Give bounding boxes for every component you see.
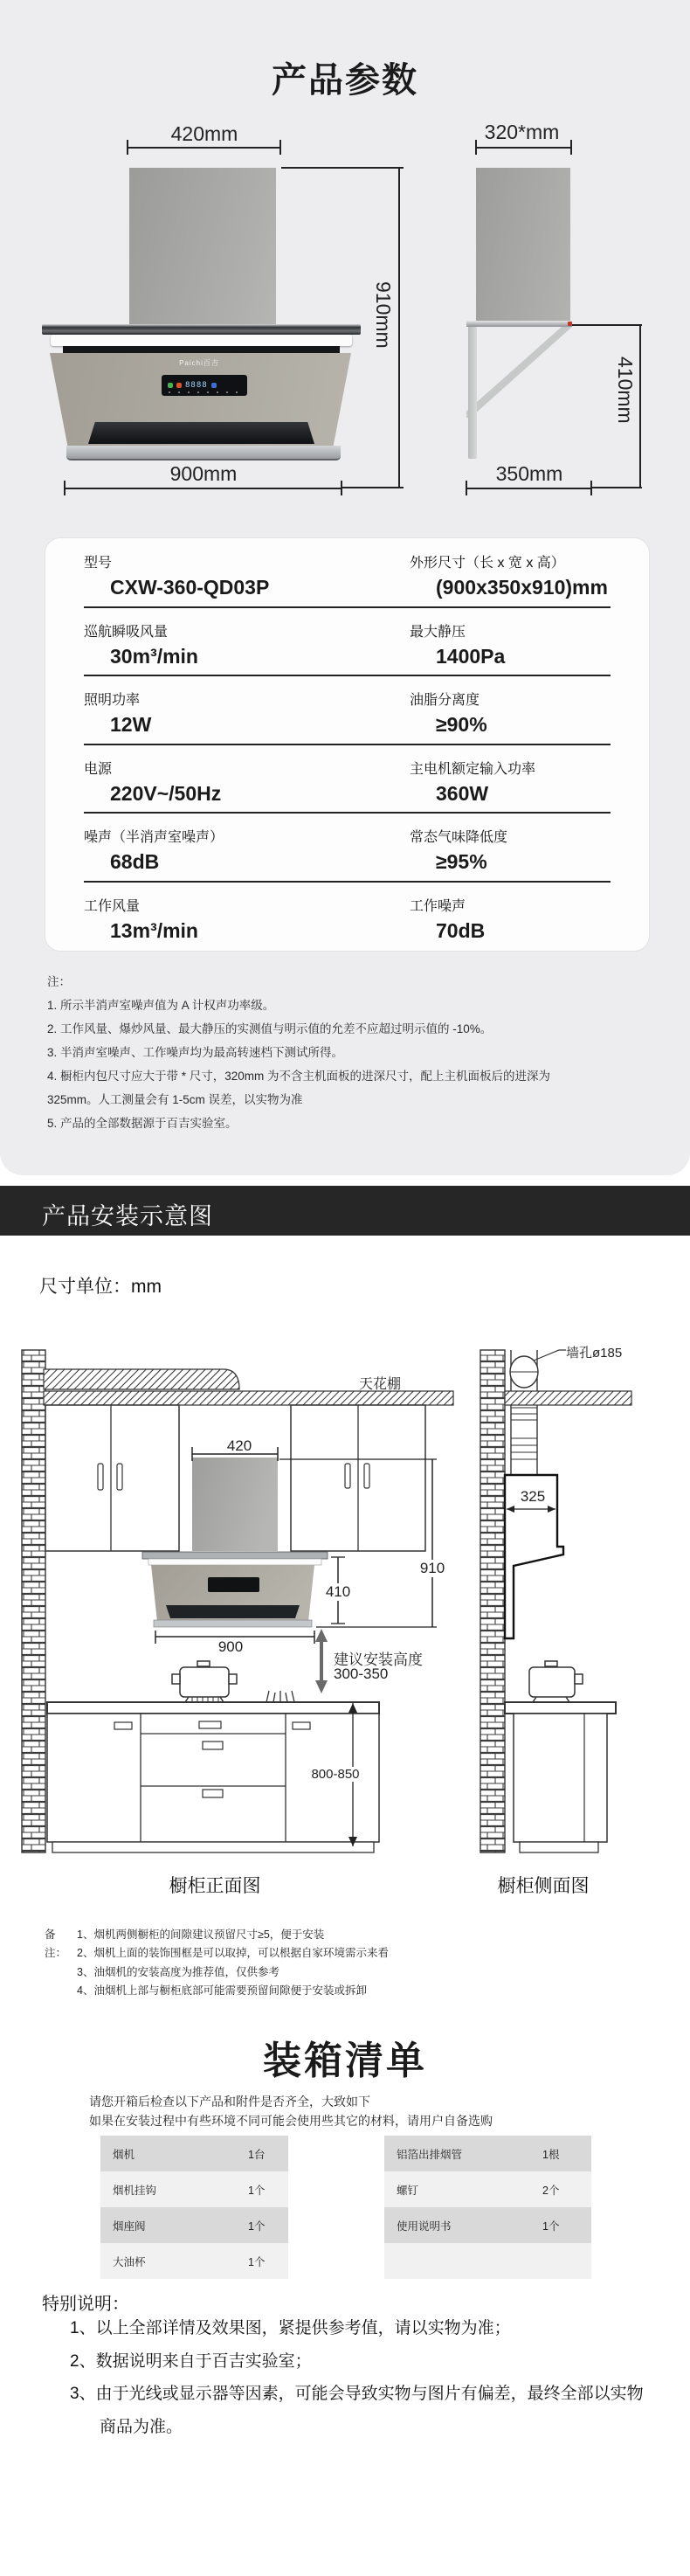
item-name: 烟机挂钩 — [113, 2184, 157, 2197]
front-bottom-dimension-label: 900mm — [169, 462, 238, 485]
spec-row — [84, 883, 611, 952]
item-name: 使用说明书 — [397, 2219, 452, 2233]
side-bottom-dimension-label: 350mm — [495, 462, 563, 485]
cabinet-handle — [293, 1722, 310, 1729]
side-height-dimension-line — [639, 325, 641, 488]
item-qty: 1个 — [248, 2184, 266, 2197]
note-line: 5. 产品的全部数据源于百吉实验室。 — [47, 1117, 238, 1130]
cabinet-handle — [114, 1722, 132, 1729]
packing-table-right — [384, 2136, 591, 2279]
spec-value: 220V~/50Hz — [110, 781, 222, 805]
item-name: 螺钉 — [397, 2184, 419, 2197]
diagram-hood-panel — [208, 1577, 259, 1592]
spec-value: 68dB — [110, 850, 160, 874]
spec-label: 最大静压 — [410, 624, 466, 640]
spec-value: 70dB — [436, 918, 486, 942]
installation-diagram-svg — [0, 1337, 690, 1905]
remarks-items — [77, 1926, 389, 2000]
hood-chimney-image — [129, 168, 276, 325]
side-back-strip — [468, 327, 477, 459]
install-section-title: 产品安装示意图 — [42, 1203, 213, 1229]
note-line: 3. 半消声室噪声、工作噪声均为最高转速档下测试所得。 — [47, 1046, 344, 1059]
spec-value: ≥90% — [436, 713, 487, 737]
flue-rungs — [511, 1408, 537, 1459]
ceiling-hatch-front — [44, 1391, 453, 1405]
drawer-handle — [203, 1742, 223, 1749]
spec-value: 1400Pa — [436, 644, 506, 668]
front-view-caption: 橱柜正面图 — [169, 1876, 261, 1896]
install-height-range: 300-350 — [334, 1665, 389, 1682]
special-notes-title: 特别说明： — [42, 2295, 129, 2314]
spec-label: 主电机额定输入功率 — [410, 761, 536, 777]
packing-row — [100, 2136, 288, 2171]
panel-red-icon — [176, 383, 182, 388]
unit-note: 尺寸单位：mm — [39, 1277, 162, 1297]
diagram-chimney — [192, 1458, 278, 1551]
item-name: 铝箔出排烟管 — [397, 2148, 463, 2161]
note-line: 2. 工作风量、爆炒风量、最大静压的实测值与明示值的允差不应超过明示值的 -10%。 — [47, 1022, 493, 1035]
cabinet-kick-side — [520, 1842, 598, 1852]
brick-wall-front — [22, 1350, 45, 1852]
spec-label: 油脂分离度 — [410, 693, 480, 709]
dim-900-label: 900 — [217, 1638, 244, 1655]
spec-label: 巡航瞬吸风量 — [84, 624, 169, 640]
cabinet-handle — [345, 1464, 350, 1488]
item-qty: 1个 — [542, 2219, 560, 2233]
panel-blue-icon — [211, 383, 217, 388]
spec-row — [84, 608, 611, 677]
spec-notes — [47, 970, 562, 1135]
front-width-dimension-line — [128, 147, 281, 149]
pot-icon — [172, 1661, 237, 1702]
dim-325-label: 325 — [511, 1488, 555, 1506]
remark-line: 1、烟机两侧橱柜的间隙建议预留尺寸≥5，便于安装 — [77, 1929, 325, 1941]
burner-icon — [263, 1691, 299, 1702]
cabinet-handle — [364, 1464, 369, 1488]
spec-table — [45, 537, 650, 952]
diagram-hood-top — [142, 1552, 328, 1559]
special-note-line: 3、由于光线或显示器等因素，可能会导致实物与图片有偏差，最终全部以实物商品为准。 — [70, 2385, 644, 2436]
hood-base-strip — [66, 446, 341, 460]
special-notes — [70, 2312, 657, 2443]
side-view-caption: 橱柜侧面图 — [497, 1876, 590, 1896]
hood-control-panel — [162, 375, 247, 396]
diagram-hood-light — [148, 1559, 321, 1565]
spec-label: 外形尺寸（长 x 宽 x 高） — [410, 556, 565, 571]
remark-line: 2、烟机上面的装饰围框是可以取掉，可以根据自家环境需示来看 — [77, 1947, 389, 1960]
packing-intro-line: 如果在安装过程中有些环境不同可能会使用些其它的材料，请用户自备选购 — [89, 2114, 493, 2128]
cabinet-kick-front — [52, 1842, 374, 1852]
spec-label: 照明功率 — [84, 693, 141, 709]
item-name: 烟座阀 — [113, 2219, 146, 2233]
base-cabinet-side — [514, 1714, 607, 1842]
packing-row — [384, 2207, 591, 2243]
brand-logo: Paichi百吉 — [179, 359, 219, 367]
spec-value: 30m³/min — [110, 644, 198, 668]
dim-420-label: 420 — [226, 1437, 252, 1454]
panel-button-dots — [169, 391, 240, 393]
hood-top-strip — [42, 324, 361, 335]
packing-row — [384, 2243, 591, 2279]
ceiling-duct-bulkhead — [44, 1369, 239, 1389]
install-height-label: 建议安装高度 — [334, 1652, 423, 1668]
item-qty: 1个 — [248, 2219, 266, 2233]
spec-label: 工作风量 — [84, 898, 141, 914]
countertop-front — [47, 1702, 379, 1714]
install-height-arrow — [315, 1629, 328, 1693]
notes-title: 注： — [47, 975, 71, 988]
dim-910-label: 910 — [411, 1560, 454, 1577]
spec-label: 型号 — [84, 556, 113, 571]
ceiling-hatch-side — [505, 1391, 631, 1405]
cabinet-handle — [117, 1464, 122, 1490]
upper-cabinet-left — [45, 1405, 179, 1551]
packing-title: 装箱清单 — [263, 2039, 427, 2082]
remark-line: 3、油烟机的安装高度为推荐值，仅供参考 — [77, 1965, 279, 1978]
cabinet-handle — [98, 1464, 103, 1490]
note-line: 4. 橱柜内包尺寸应大于带 * 尺寸，320mm 为不含主机面板的进深尺寸，配上主机面板后的进深为 325mm。人工测量会有 1-5cm 误差，以实物为准 — [47, 1070, 551, 1106]
panel-green-icon — [168, 383, 173, 388]
packing-row — [384, 2136, 591, 2171]
spec-value: 12W — [110, 713, 152, 737]
remark-line: 4、油烟机上部与橱柜底部可能需要预留间隙便于安装或拆卸 — [77, 1984, 367, 1997]
front-height-dimension-label: 910mm — [372, 281, 395, 349]
side-height-dimension-label: 410mm — [614, 357, 637, 424]
countertop-side — [505, 1702, 616, 1714]
wall-hole-leader — [534, 1350, 566, 1361]
installation-diagram — [0, 1337, 690, 1905]
spec-row — [84, 814, 611, 883]
side-depth-dimension-label: 320*mm — [484, 121, 560, 143]
spec-label: 常态气味降低度 — [410, 830, 508, 846]
front-width-dimension-label: 420mm — [170, 122, 238, 145]
drawer-handle — [199, 1721, 221, 1728]
item-qty: 1台 — [248, 2148, 266, 2161]
packing-intro-line: 请您开箱后检查以下产品和附件是否齐全，大致如下 — [89, 2095, 370, 2109]
packing-row — [384, 2171, 591, 2207]
ceiling-label: 天花棚 — [358, 1377, 401, 1392]
item-qty: 1个 — [248, 2255, 266, 2268]
page-title: 产品参数 — [272, 61, 418, 100]
spec-label: 电源 — [84, 761, 113, 777]
install-remarks — [45, 1926, 389, 2000]
spec-value: (900x350x910)mm — [436, 576, 608, 599]
remarks-label: 备注： — [45, 1929, 67, 1960]
spec-row — [84, 539, 611, 608]
special-note-line: 2、数据说明来自于百吉实验室； — [70, 2351, 312, 2371]
front-bottom-dimension-line — [65, 488, 342, 489]
packing-row — [100, 2207, 288, 2243]
packing-row — [100, 2243, 288, 2279]
diagram-hood-vent — [166, 1605, 300, 1618]
spec-row — [84, 745, 611, 814]
pot-icon-side — [529, 1661, 583, 1702]
item-qty: 2个 — [542, 2184, 560, 2197]
packing-table-left — [100, 2136, 288, 2279]
side-canopy-rim — [466, 321, 572, 327]
item-name: 大油杯 — [113, 2255, 146, 2268]
spec-label: 工作噪声 — [410, 898, 466, 914]
front-height-dimension-line — [398, 168, 400, 488]
hood-vent-slot — [88, 422, 314, 444]
special-note-line: 1、以上全部详情及效果图，紧提供参考值，请以实物为准； — [70, 2319, 511, 2337]
note-line: 1. 所示半消声室噪声值为 A 计权声功率级。 — [47, 999, 275, 1012]
brick-wall-side — [480, 1350, 505, 1852]
spec-row — [84, 676, 611, 745]
counter-height-label: 800-850 — [306, 1767, 365, 1782]
hood-glass-edge — [63, 346, 340, 353]
packing-intro — [89, 2092, 493, 2130]
item-qty: 1根 — [542, 2148, 560, 2161]
spec-value: 360W — [436, 781, 489, 805]
packing-row — [100, 2171, 288, 2207]
drawer-handle — [203, 1790, 223, 1797]
spec-label: 噪声（半消声室噪声） — [84, 830, 224, 846]
hood-light-band — [51, 335, 352, 346]
panel-display: 8888 — [185, 381, 208, 390]
spec-value: 13m³/min — [110, 918, 198, 942]
spec-value: CXW-360-QD03P — [110, 576, 270, 599]
hood-side-panel-image — [476, 168, 570, 323]
item-name: 烟机 — [113, 2148, 135, 2161]
spec-value: ≥95% — [436, 850, 487, 874]
dim-410-label: 410 — [318, 1583, 358, 1601]
diagram-hood-base — [154, 1620, 312, 1627]
wall-hole-label: 墙孔ø185 — [566, 1346, 623, 1361]
